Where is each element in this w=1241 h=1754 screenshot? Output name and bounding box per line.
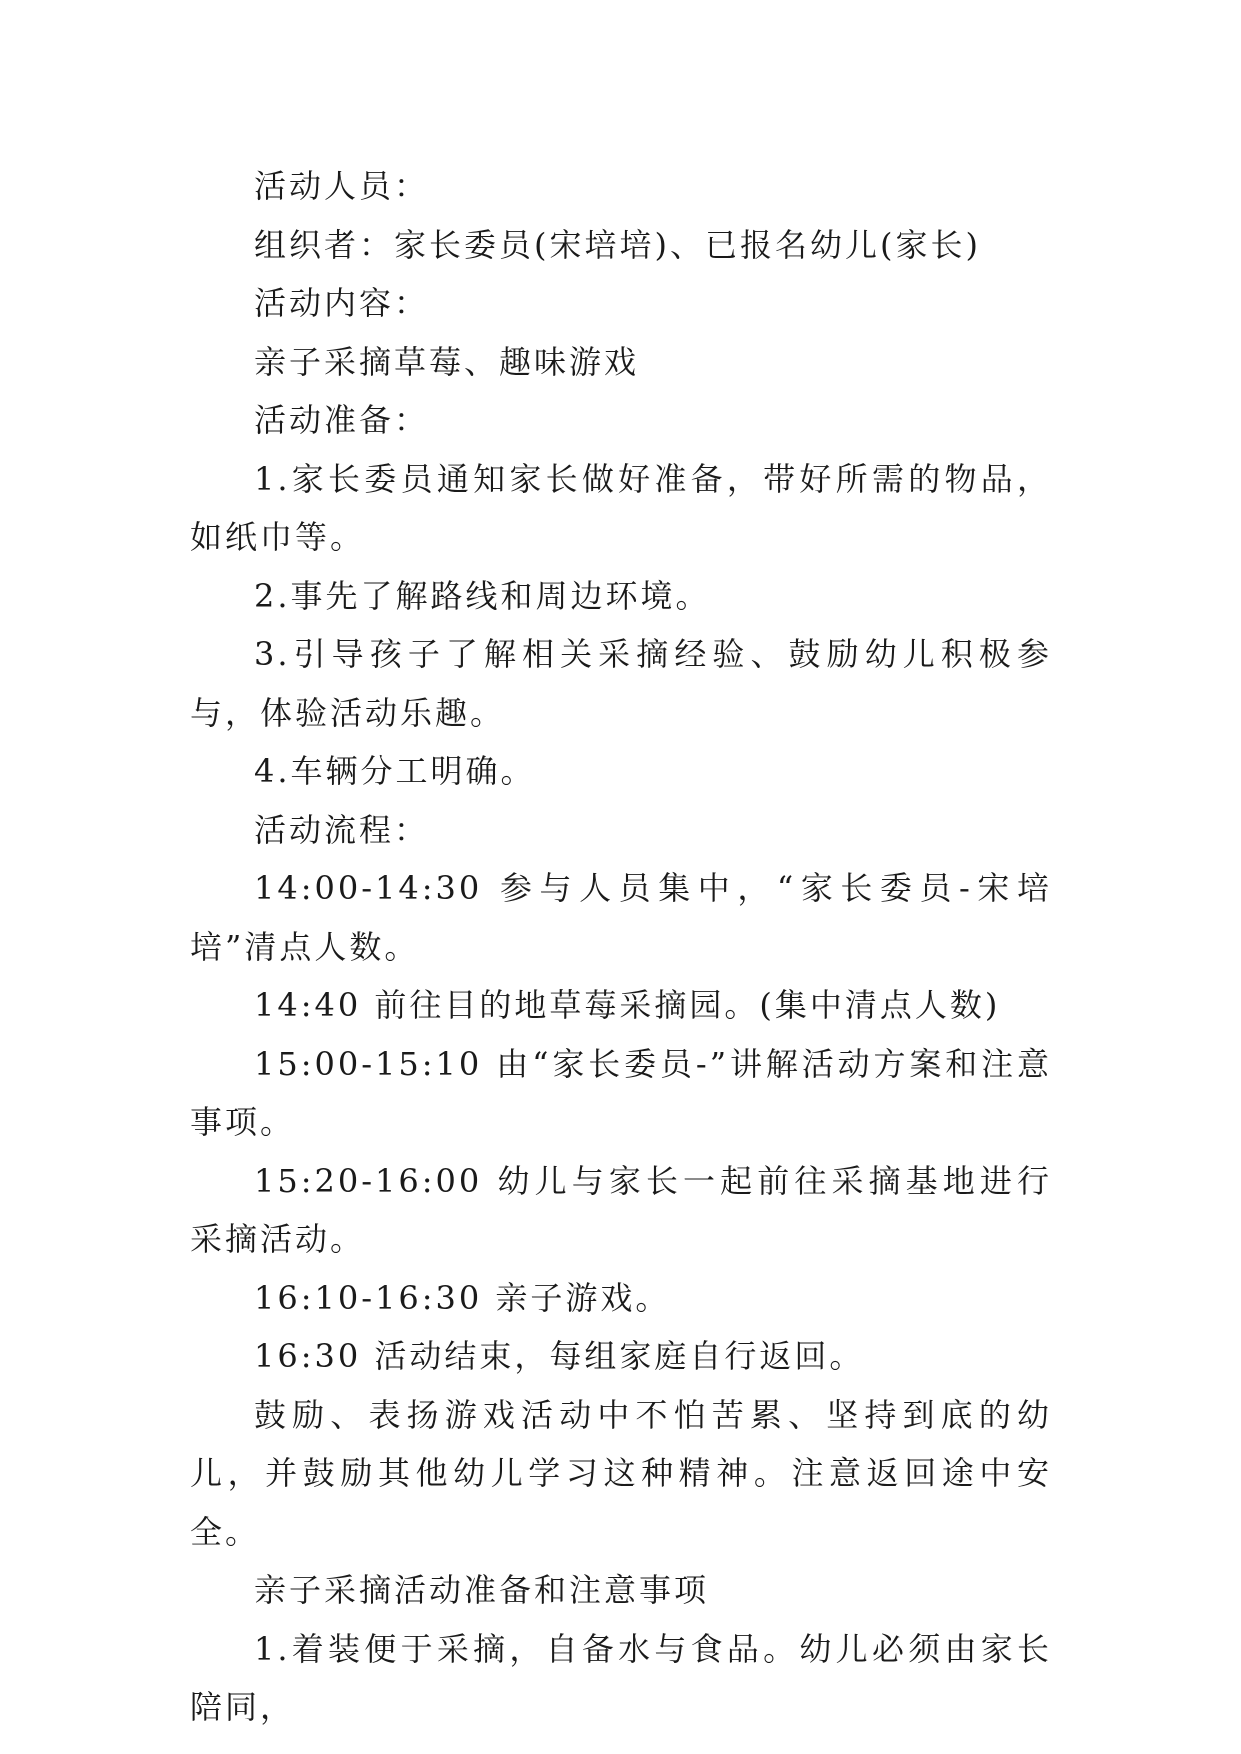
preparation-item-4: 4.车辆分工明确。 bbox=[254, 752, 536, 790]
schedule-item-2: 14:40 前往目的地草莓采摘园。(集中清点人数) bbox=[254, 986, 1001, 1024]
preparation-item-1: 1.家长委员通知家长做好准备，带好所需的物品，如纸巾等。 bbox=[190, 459, 1052, 556]
section-heading-notes: 亲子采摘活动准备和注意事项 bbox=[254, 1571, 710, 1609]
preparation-item-3: 3.引导孩子了解相关采摘经验、鼓励幼儿积极参与，体验活动乐趣。 bbox=[190, 635, 1052, 732]
notes-item-1: 1.着装便于采摘，自备水与食品。幼儿必须由家长陪同， bbox=[190, 1629, 1052, 1726]
section-heading-content: 活动内容： bbox=[254, 284, 430, 322]
content-line: 亲子采摘草莓、趣味游戏 bbox=[254, 342, 640, 381]
organizer-line: 组织者：家长委员(宋培培)、已报名幼儿(家长) bbox=[254, 225, 981, 264]
schedule-item-6: 16:30 活动结束，每组家庭自行返回。 bbox=[254, 1337, 865, 1375]
section-heading-schedule: 活动流程： bbox=[254, 810, 430, 849]
preparation-item-2: 2.事先了解路线和周边环境。 bbox=[254, 576, 711, 615]
section-heading-preparation: 活动准备： bbox=[254, 401, 430, 439]
schedule-item-3: 15:00-15:10 由“家长委员-”讲解活动方案和注意事项。 bbox=[190, 1044, 1052, 1141]
document-body bbox=[190, 157, 1052, 1737]
encouragement-paragraph: 鼓励、表扬游戏活动中不怕苦累、坚持到底的幼儿，并鼓励其他幼儿学习这种精神。注意返回途中安全。 bbox=[190, 1395, 1052, 1551]
section-heading-participants: 活动人员： bbox=[254, 167, 430, 205]
schedule-item-5: 16:10-16:30 亲子游戏。 bbox=[254, 1278, 671, 1317]
schedule-item-1: 14:00-14:30 参与人员集中，“家长委员-宋培培”清点人数。 bbox=[190, 869, 1052, 966]
schedule-item-4: 15:20-16:00 幼儿与家长一起前往采摘基地进行采摘活动。 bbox=[190, 1161, 1052, 1258]
